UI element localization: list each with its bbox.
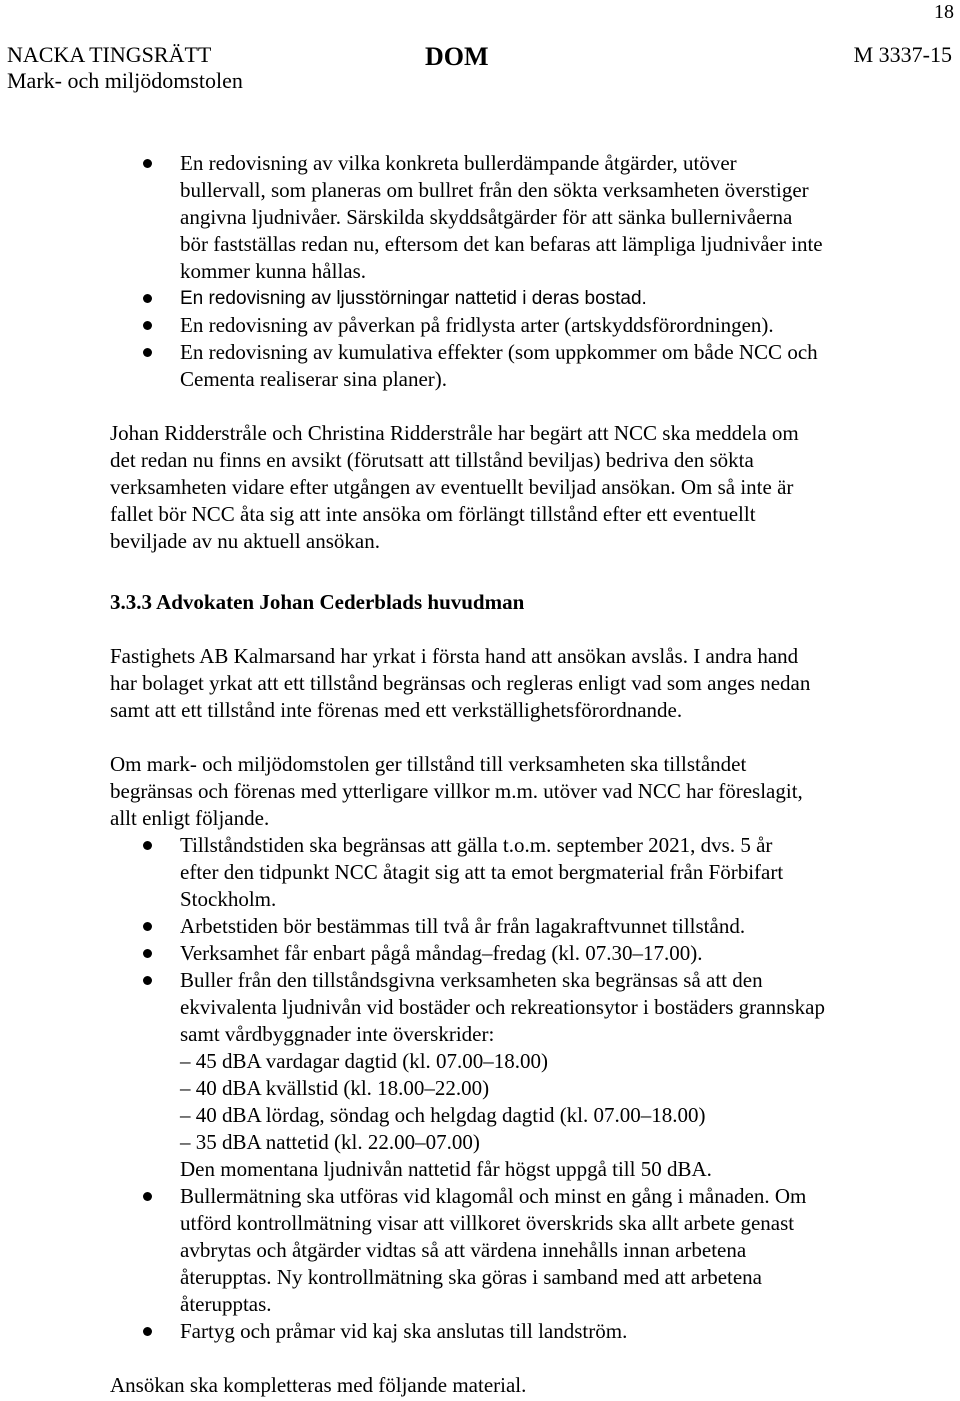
list-item-line: återupptas. Ny kontrollmätning ska göras i samband med att arbetena: [180, 1265, 763, 1289]
list-item-line: Cementa realiserar sina planer).: [180, 367, 448, 391]
document-type: DOM: [425, 42, 489, 71]
list-item: [180, 312, 900, 339]
list-item-line: En redovisning av vilka konkreta bullerdämpande åtgärder, utöver: [180, 151, 737, 175]
list-item-line: avbrytas och åtgärder vidtas så att värdena innehålls innan arbetena: [180, 1238, 747, 1262]
list-item-line: ekvivalenta ljudnivån vid bostäder och rekreationsytor i bostäders grannskap: [180, 995, 825, 1019]
noise-limit-line: – 45 dBA vardagar dagtid (kl. 07.00–18.00): [180, 1049, 549, 1073]
list-item-line: Arbetstiden bör bestämmas till två år från lagakraftvunnet tillstånd.: [180, 914, 746, 938]
paragraph-line: samt att ett tillstånd inte förenas med ett verkställighetsförordnande.: [110, 698, 683, 722]
bullet-icon: [143, 841, 152, 850]
list-item-line: utförd kontrollmätning visar att villkoret överskrids ska allt arbete genast: [180, 1211, 795, 1235]
noise-limit-line: – 40 dBA lördag, söndag och helgdag dagtid (kl. 07.00–18.00): [180, 1103, 706, 1127]
list-item: [180, 940, 900, 967]
list-item-line: Buller från den tillståndsgivna verksamheten ska begränsas så att den: [180, 968, 763, 992]
list-item-line: En redovisning av kumulativa effekter (som uppkommer om både NCC och: [180, 340, 818, 364]
document-header: [7, 42, 952, 94]
noise-limit-line: – 40 dBA kvällstid (kl. 18.00–22.00): [180, 1076, 490, 1100]
list-item-line: Tillståndstiden ska begränsas att gälla t.o.m. september 2021, dvs. 5 år: [180, 833, 773, 857]
list-item-line: Bullermätning ska utföras vid klagomål och minst en gång i månaden. Om: [180, 1184, 807, 1208]
noise-limit-line: – 35 dBA nattetid (kl. 22.00–07.00): [180, 1130, 480, 1154]
paragraph-supplement: [110, 1372, 900, 1399]
court-division: Mark- och miljödomstolen: [7, 68, 243, 93]
list-item: [180, 913, 900, 940]
bullet-icon: [143, 321, 152, 330]
paragraph-line: Ansökan ska kompletteras med följande material.: [110, 1373, 527, 1397]
case-number: M 3337-15: [853, 42, 952, 67]
list-item-line: En redovisning av ljusstörningar nattetid i deras bostad.: [180, 288, 647, 309]
section-heading: 3.3.3 Advokaten Johan Cederblads huvudman: [110, 590, 525, 614]
bullet-icon: [143, 1327, 152, 1336]
paragraph-line: fallet bör NCC åta sig att inte ansöka om förlängt tillstånd efter ett eventuellt: [110, 502, 756, 526]
paragraph-line: Om mark- och miljödomstolen ger tillstånd till verksamheten ska tillståndet: [110, 752, 747, 776]
court-name: NACKA TINGSRÄTT: [7, 42, 212, 67]
list-item-line: återupptas.: [180, 1292, 272, 1316]
page-number: 18: [934, 1, 954, 23]
list-item-line: bör fastställas redan nu, eftersom det kan befaras att lämpliga ljudnivåer inte: [180, 232, 823, 256]
paragraph-conditions-intro: [110, 751, 900, 832]
paragraph-line: beviljade av nu aktuell ansökan.: [110, 529, 380, 553]
list-item-line: Fartyg och pråmar vid kaj ska anslutas till landström.: [180, 1319, 628, 1343]
list-item-line: En redovisning av påverkan på fridlysta arter (artskyddsförordningen).: [180, 313, 774, 337]
list-item: [180, 967, 900, 1183]
bullet-list-conditions: [110, 832, 900, 1345]
bullet-list-requirements: [110, 150, 900, 393]
bullet-icon: [143, 294, 152, 303]
paragraph-line: begränsas och förenas med ytterligare villkor m.m. utöver vad NCC har föreslagit,: [110, 779, 803, 803]
list-item: [180, 1318, 900, 1345]
bullet-icon: [143, 1192, 152, 1201]
paragraph-kalmarsand: [110, 643, 900, 724]
bullet-icon: [143, 922, 152, 931]
list-item: [180, 285, 900, 312]
list-item-line: Stockholm.: [180, 887, 277, 911]
list-item-line: Verksamhet får enbart pågå måndag–fredag (kl. 07.30–17.00).: [180, 941, 703, 965]
list-item-line: bullervall, som planeras om bullret från den sökta verksamheten överstiger: [180, 178, 809, 202]
list-item: [180, 339, 900, 393]
bullet-icon: [143, 949, 152, 958]
list-item-line: angivna ljudnivåer. Särskilda skyddsåtgärder för att sänka bullernivåerna: [180, 205, 793, 229]
paragraph-line: Fastighets AB Kalmarsand har yrkat i första hand att ansökan avslås. I andra hand: [110, 644, 799, 668]
paragraph-line: allt enligt följande.: [110, 806, 270, 830]
paragraph-line: det redan nu finns en avsikt (förutsatt att tillstånd beviljas) bedriva den sökta: [110, 448, 754, 472]
paragraph-line: verksamheten vidare efter utgången av eventuellt beviljad ansökan. Om så inte är: [110, 475, 794, 499]
paragraph-line: har bolaget yrkat att ett tillstånd begränsas och regleras enligt vad som anges nedan: [110, 671, 811, 695]
bullet-icon: [143, 159, 152, 168]
list-item: [180, 1183, 900, 1318]
list-item-line: efter den tidpunkt NCC åtagit sig att ta emot bergmaterial från Förbifart: [180, 860, 784, 884]
list-item: [180, 832, 900, 913]
bullet-icon: [143, 348, 152, 357]
paragraph-ridderstrale: [110, 420, 900, 555]
bullet-icon: [143, 976, 152, 985]
paragraph-line: Johan Ridderstråle och Christina Ridderstråle har begärt att NCC ska meddela om: [110, 421, 799, 445]
document-body: [110, 150, 900, 1399]
list-item-line: Den momentana ljudnivån nattetid får högst uppgå till 50 dBA.: [180, 1157, 712, 1181]
list-item-line: kommer kunna hållas.: [180, 259, 367, 283]
list-item-line: samt vårdbyggnader inte överskrider:: [180, 1022, 495, 1046]
list-item: [180, 150, 900, 285]
